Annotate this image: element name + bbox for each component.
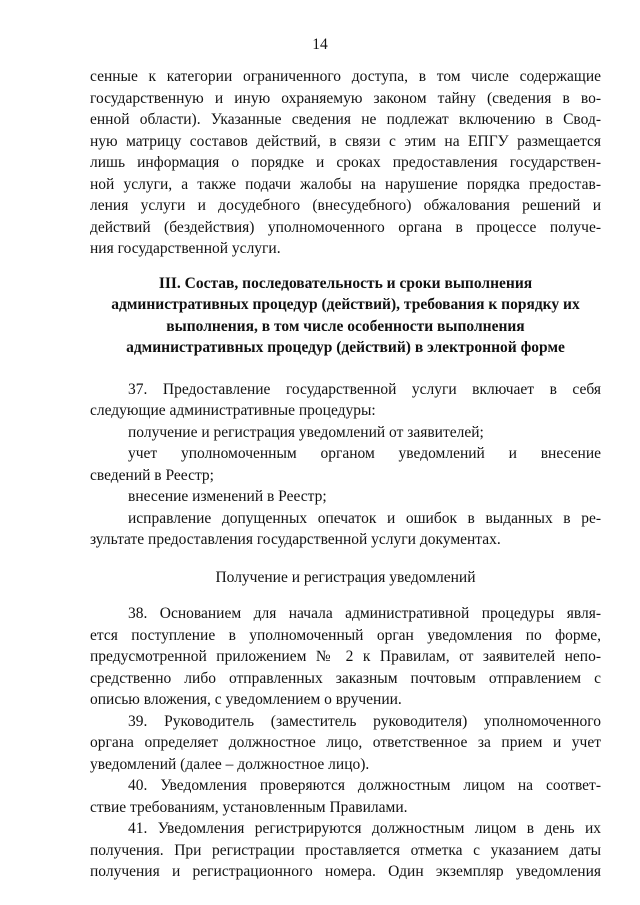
text-line: уведомлений (далее – должностное лицо).	[90, 755, 370, 773]
text-line: органа определяет должностное лицо, ответственное за прием и учет	[90, 734, 601, 751]
text-line: 39. Руководитель (заместитель руководителя) уполномоченного	[128, 712, 601, 730]
text-line: зультате предоставления государственной услуги документах.	[90, 531, 501, 548]
intro-paragraph	[90, 66, 601, 260]
text-line: предусмотренной приложением № 2 к Правилам, от заявителей непо-	[90, 648, 601, 665]
heading-line: административных процедур (действий), требования к порядку их	[111, 296, 580, 313]
list-item: учет уполномоченным органом уведомлений и внесение	[128, 445, 601, 462]
paragraph-40	[90, 775, 601, 818]
paragraph-41	[90, 818, 601, 883]
heading-line: административных процедур (действий) в электронной форме	[126, 339, 565, 356]
list-item: получение и регистрация уведомлений от заявителей;	[128, 423, 484, 441]
text-line: ную матрицу составов действий, в связи с этим на ЕПГУ размещается	[90, 132, 601, 150]
list-item: исправление допущенных опечаток и ошибок в выданных в ре-	[128, 509, 601, 527]
subsection-heading: Получение и регистрация уведомлений	[215, 568, 476, 586]
text-line: ления услуги и досудебного (внесудебного) обжалования решений и	[90, 197, 601, 214]
paragraph-39	[90, 711, 601, 776]
text-line: лишь информация о порядке и сроках предоставления государствен-	[90, 154, 601, 171]
text-line: ствие требованиям, установленным Правилами.	[90, 798, 408, 816]
text-line: сенные к категории ограниченного доступа, в том числе содержащие	[90, 68, 601, 85]
text-line: получения. При регистрации проставляется отметка с указанием даты	[90, 841, 601, 859]
heading-line: выполнения, в том числе особенности выполнения	[166, 317, 525, 335]
text-line: 41. Уведомления регистрируются должностным лицом в день их	[128, 820, 601, 837]
text-line: ния государственной услуги.	[90, 240, 281, 257]
section-heading	[90, 273, 601, 359]
text-line: ется поступление в уполномоченный орган уведомления по форме,	[90, 626, 601, 644]
text-line: следующие административные процедуры:	[90, 402, 376, 419]
text-line: 37. Предоставление государственной услуги включает в себя	[128, 380, 601, 398]
text-line: енной области). Указанные сведения не подлежат включению в Свод-	[90, 111, 601, 128]
paragraph-37	[90, 379, 601, 551]
paragraph-38	[90, 603, 601, 711]
text-line: действий (бездействия) уполномоченного органа в процессе получе-	[90, 218, 601, 236]
text-line: получения и регистрационного номера. Один экземпляр уведомления	[90, 863, 601, 880]
text-line: 38. Основанием для начала административной процедуры явля-	[128, 605, 601, 622]
page-number: 14	[312, 36, 328, 53]
document-body	[90, 66, 601, 883]
text-line: ной услуги, а также подачи жалобы на нарушение порядка предостав-	[90, 175, 601, 193]
text-line: средственно либо отправленных заказным почтовым отправлением с	[90, 669, 601, 687]
text-line: государственную и иную охраняемую законом тайну (сведения в во-	[90, 89, 601, 107]
heading-line: III. Состав, последовательность и сроки выполнения	[158, 274, 533, 292]
text-line: описью вложения, с уведомлением о вручении.	[90, 691, 402, 708]
text-line: сведений в Реестр;	[90, 466, 214, 484]
text-line: 40. Уведомления проверяются должностным лицом на соответ-	[128, 777, 601, 794]
list-item: внесение изменений в Реестр;	[128, 488, 327, 505]
